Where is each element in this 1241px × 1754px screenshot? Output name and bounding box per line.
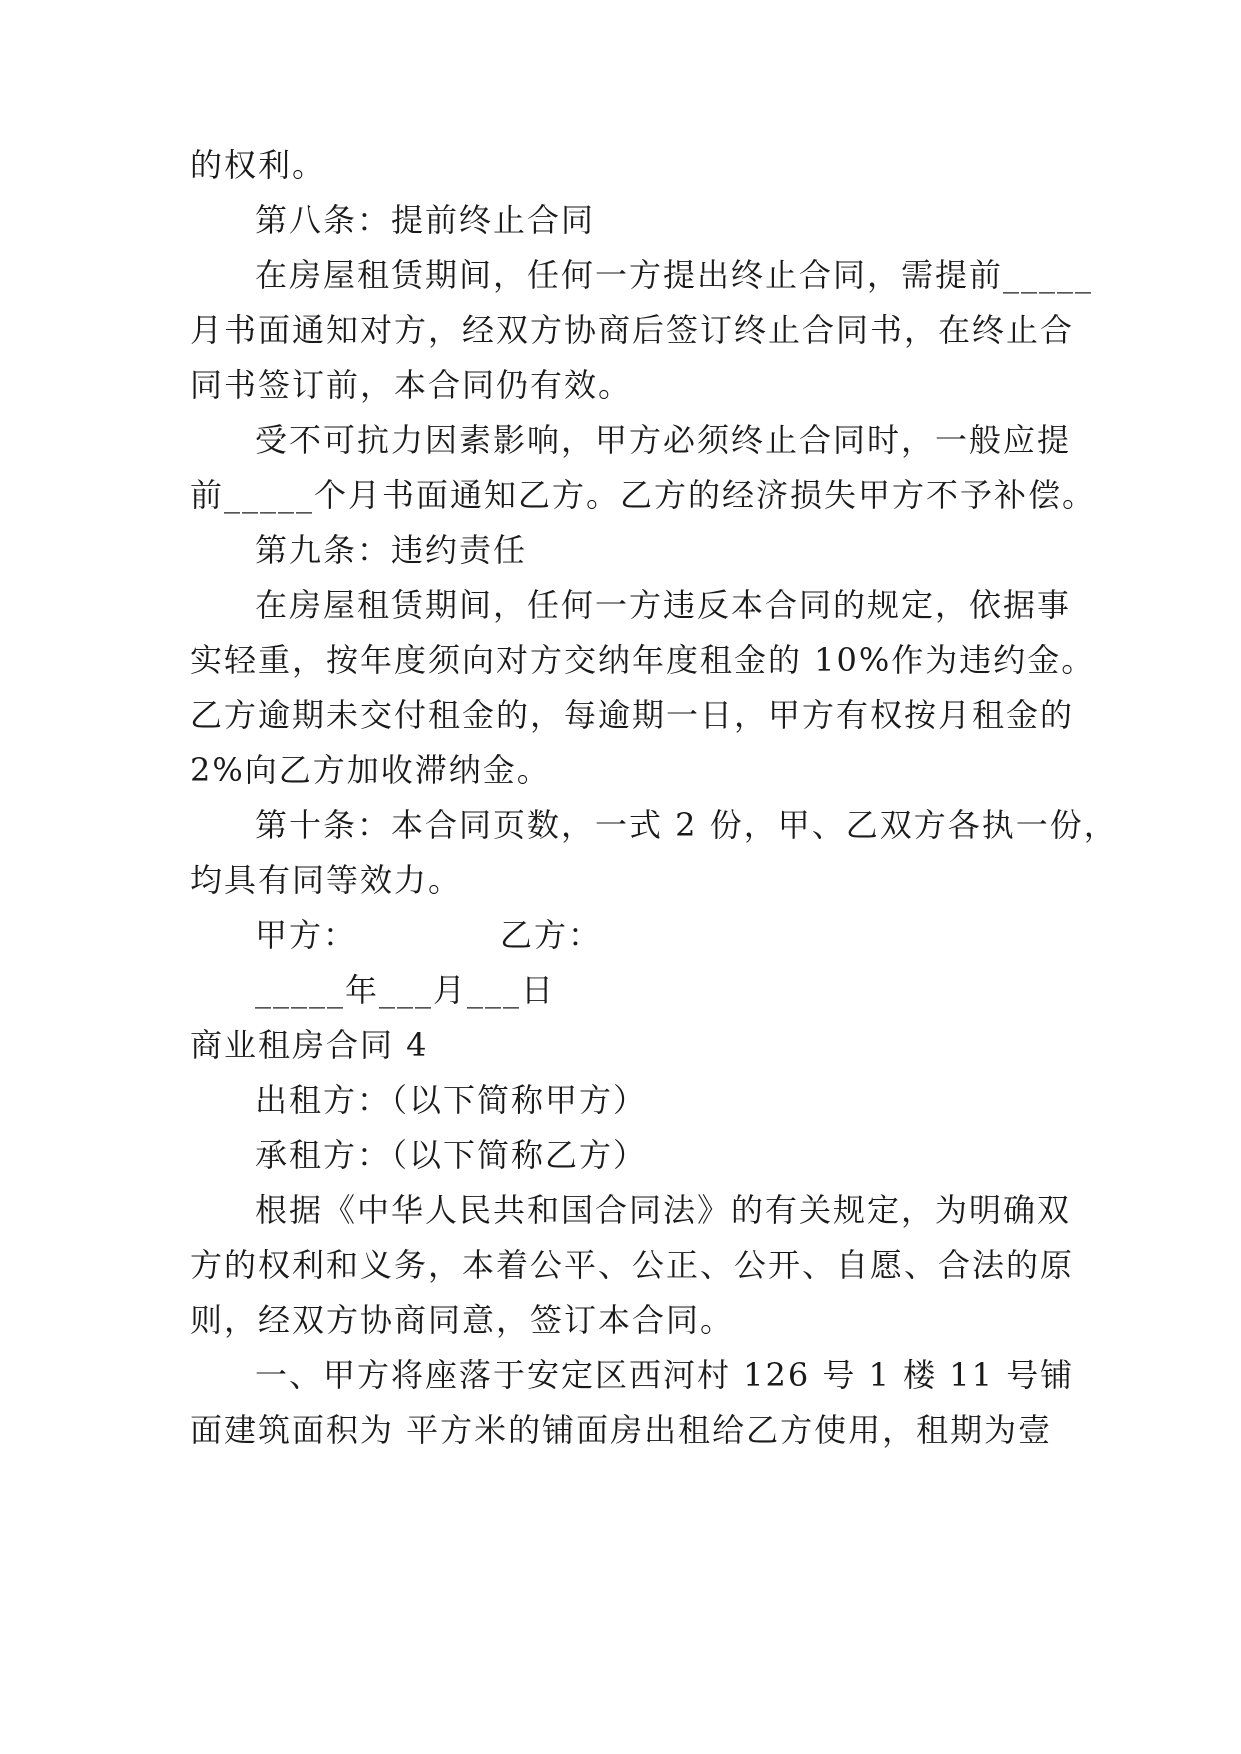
text-line: 方的权利和义务，本着公平、公正、公开、自愿、合法的原 bbox=[190, 1246, 1075, 1284]
text-line: 根据《中华人民共和国合同法》的有关规定，为明确双 bbox=[255, 1191, 1072, 1229]
text-line: 月书面通知对方，经双方协商后签订终止合同书，在终止合 bbox=[190, 311, 1075, 349]
text-line: 受不可抗力因素影响，甲方必须终止合同时，一般应提 bbox=[255, 421, 1072, 459]
text-line: 的权利。 bbox=[190, 146, 327, 184]
text-line: 实轻重，按年度须向对方交纳年度租金的 10%作为违约金。 bbox=[190, 641, 1096, 679]
text-line: 乙方逾期未交付租金的，每逾期一日，甲方有权按月租金的 bbox=[190, 696, 1075, 734]
text-line: 前_____个月书面通知乙方。乙方的经济损失甲方不予补偿。 bbox=[190, 476, 1097, 514]
party-b-signature-label: 乙方： bbox=[500, 916, 603, 954]
text-line: 在房屋租赁期间，任何一方违反本合同的规定，依据事 bbox=[255, 586, 1072, 624]
section-heading-9: 第九条：违约责任 bbox=[255, 531, 528, 569]
text-line: 面建筑面积为 平方米的铺面房出租给乙方使用，租期为壹 bbox=[190, 1411, 1053, 1449]
text-line: 同书签订前，本合同仍有效。 bbox=[190, 366, 633, 404]
section-heading-8: 第八条：提前终止合同 bbox=[255, 201, 596, 239]
date-line: _____年___月___日 bbox=[255, 971, 556, 1009]
clause-1: 一、甲方将座落于安定区西河村 126 号 1 楼 11 号铺 bbox=[255, 1356, 1075, 1394]
party-a-signature-label: 甲方： bbox=[255, 916, 358, 954]
text-line: 均具有同等效力。 bbox=[190, 861, 463, 899]
text-line: 2%向乙方加收滞纳金。 bbox=[190, 751, 551, 789]
section-heading-10: 第十条：本合同页数，一式 2 份，甲、乙双方各执一份， bbox=[255, 806, 1118, 844]
text-line: 在房屋租赁期间，任何一方提出终止合同，需提前_____ bbox=[255, 256, 1094, 294]
lessee-line: 承租方：（以下简称乙方） bbox=[255, 1136, 648, 1174]
contract-title: 商业租房合同 4 bbox=[190, 1026, 429, 1064]
text-line: 则，经双方协商同意，签订本合同。 bbox=[190, 1301, 735, 1339]
lessor-line: 出租方：（以下简称甲方） bbox=[255, 1081, 648, 1119]
